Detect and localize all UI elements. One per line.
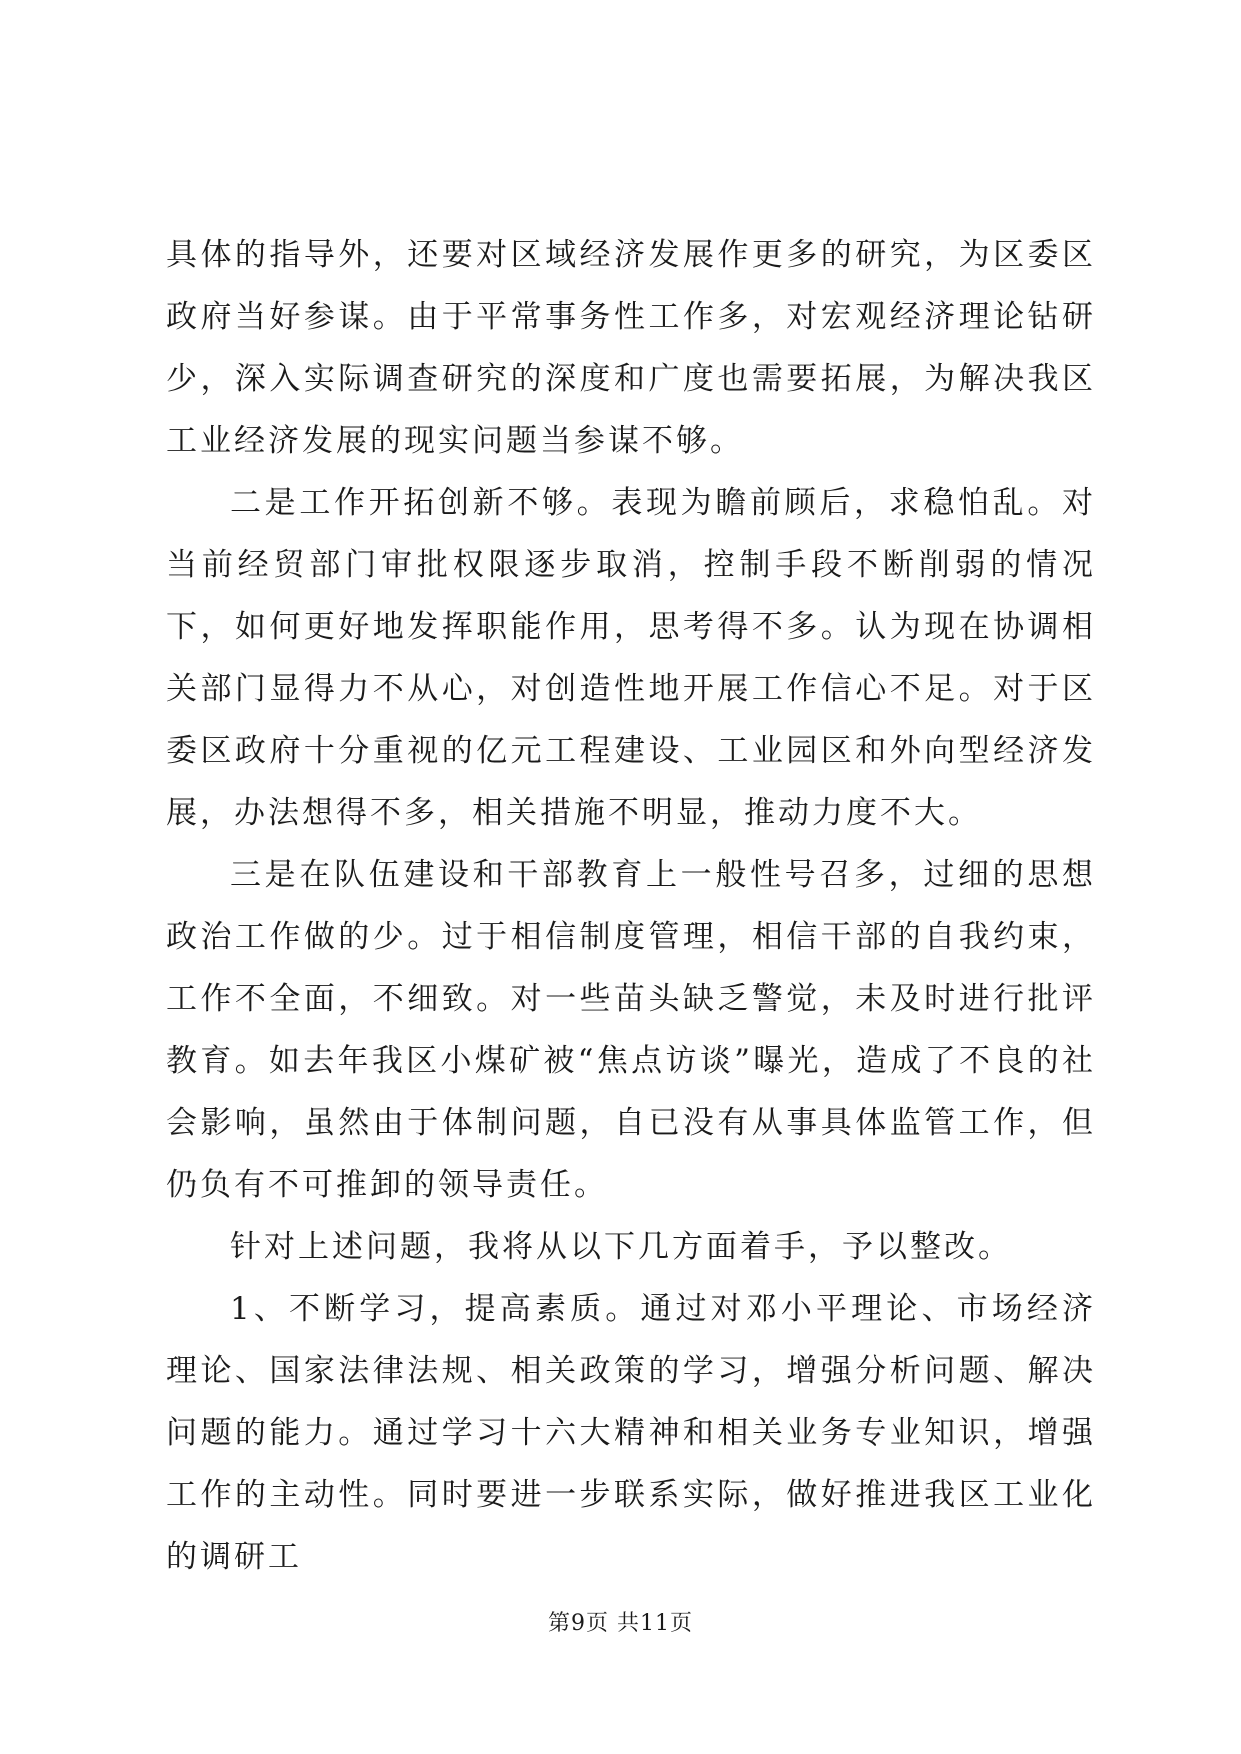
paragraph-5: 1、不断学习，提高素质。通过对邓小平理论、市场经济理论、国家法律法规、相关政策的学习，增强分析问题、解决问题的能力。通过学习十六大精神和相关业务专业知识，增强工作的主动性。同时要进一步联系实际，做好推进我区工业化的调研工 [166, 1291, 1096, 1575]
page-number-footer: 第9页 共11页 [548, 1611, 693, 1636]
paragraph-3: 三是在队伍建设和干部教育上一般性号召多，过细的思想政治工作做的少。过于相信制度管理，相信干部的自我约束，工作不全面，不细致。对一些苗头缺乏警觉，未及时进行批评教育。如去年我区小煤矿被“焦点访谈”曝光，造成了不良的社会影响，虽然由于体制问题，自已没有从事具体监管工作，但仍负有不可推卸的领导责任。 [166, 857, 1096, 1203]
paragraph-4: 针对上述问题，我将从以下几方面着手，予以整改。 [230, 1229, 1012, 1265]
paragraph-1: 具体的指导外，还要对区域经济发展作更多的研究，为区委区政府当好参谋。由于平常事务性工作多，对宏观经济理论钻研少，深入实际调查研究的深度和广度也需要拓展，为解决我区工业经济发展的现实问题当参谋不够。 [166, 237, 1096, 459]
paragraph-2: 二是工作开拓创新不够。表现为瞻前顾后，求稳怕乱。对当前经贸部门审批权限逐步取消，控制手段不断削弱的情况下，如何更好地发挥职能作用，思考得不多。认为现在协调相关部门显得力不从心，对创造性地开展工作信心不足。对于区委区政府十分重视的亿元工程建设、工业园区和外向型经济发展，办法想得不多，相关措施不明显，推动力度不大。 [166, 485, 1096, 831]
